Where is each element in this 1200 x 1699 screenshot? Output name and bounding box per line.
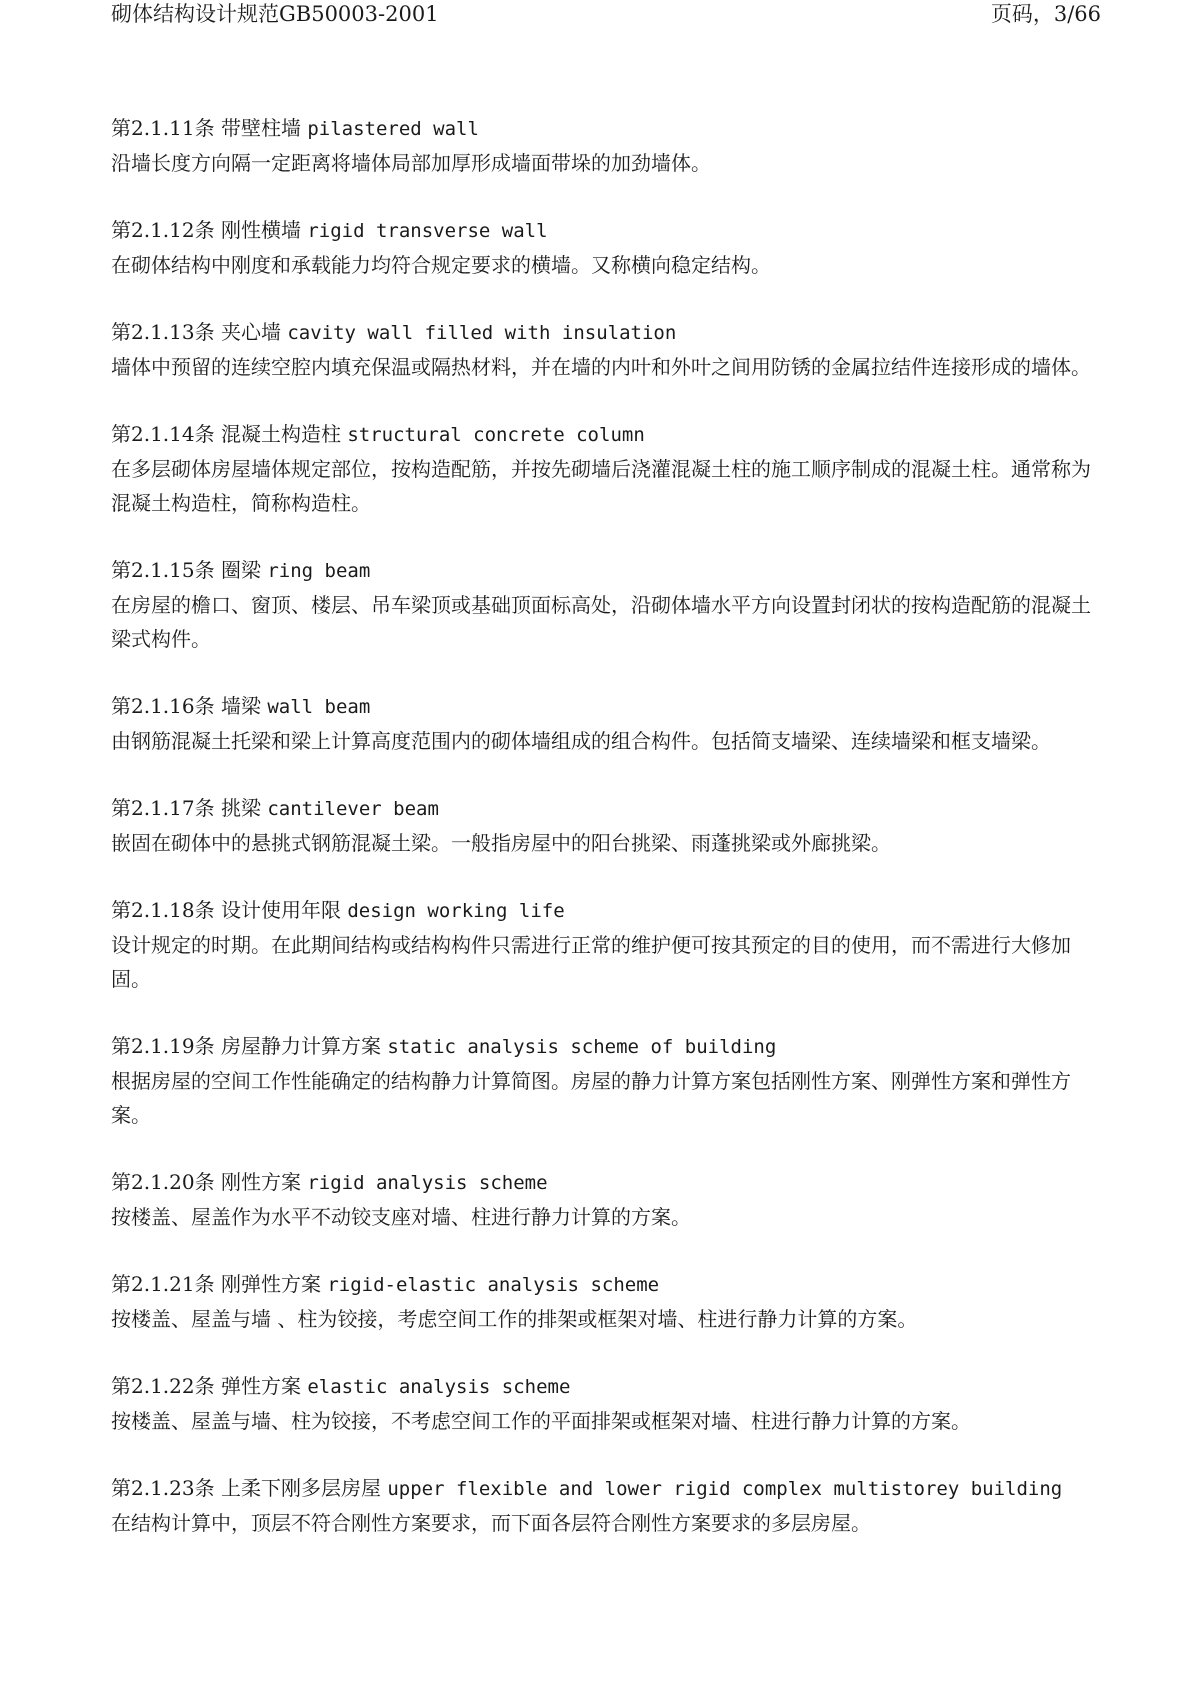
clause-heading: [111, 1165, 1096, 1200]
clause-definition: 由钢筋混凝土托梁和梁上计算高度范围内的砌体墙组成的组合构件。包括简支墙梁、连续墙梁和框支墙梁。: [111, 729, 1051, 753]
clause-entry: [111, 1267, 1096, 1336]
clause-entry: [111, 1471, 1096, 1540]
clause-number: 第2.1.19条: [111, 1034, 215, 1058]
document-title: 砌体结构设计规范GB50003-2001: [111, 2, 439, 26]
page-number: 页码，3/66: [990, 2, 1101, 26]
term-chinese: 墙梁: [220, 694, 261, 718]
term-english: structural concrete column: [347, 424, 645, 446]
clause-heading: [111, 417, 1096, 452]
clause-heading: [111, 553, 1096, 588]
clause-definition: 在房屋的檐口、窗顶、楼层、吊车梁顶或基础顶面标高处，沿砌体墙水平方向设置封闭状的按构造配筋的混凝土梁式构件。: [111, 593, 1091, 651]
clause-number: 第2.1.18条: [111, 898, 215, 922]
clause-heading: [111, 1369, 1096, 1404]
clause-entry: [111, 111, 1096, 180]
clause-definition: 按楼盖、屋盖与墙 、柱为铰接，考虑空间工作的排架或框架对墙、柱进行静力计算的方案。: [111, 1307, 918, 1331]
clause-list: [111, 111, 1096, 1573]
term-english: cavity wall filled with insulation: [287, 322, 677, 344]
term-english: upper flexible and lower rigid complex multistorey building: [387, 1478, 1063, 1500]
clause-number: 第2.1.21条: [111, 1272, 215, 1296]
clause-entry: [111, 553, 1096, 656]
clause-definition: 沿墙长度方向隔一定距离将墙体局部加厚形成墙面带垛的加劲墙体。: [111, 151, 711, 175]
clause-number: 第2.1.23条: [111, 1476, 215, 1500]
clause-definition: 在多层砌体房屋墙体规定部位，按构造配筋，并按先砌墙后浇灌混凝土柱的施工顺序制成的混凝土柱。通常称为混凝土构造柱，简称构造柱。: [111, 457, 1091, 515]
clause-number: 第2.1.17条: [111, 796, 215, 820]
clause-definition: 根据房屋的空间工作性能确定的结构静力计算简图。房屋的静力计算方案包括刚性方案、刚弹性方案和弹性方案。: [111, 1069, 1071, 1127]
clause-heading: [111, 111, 1096, 146]
term-chinese: 带壁柱墙: [220, 116, 301, 140]
clause-number: 第2.1.16条: [111, 694, 215, 718]
term-english: static analysis scheme of building: [387, 1036, 777, 1058]
term-chinese: 挑梁: [220, 796, 261, 820]
clause-entry: [111, 1369, 1096, 1438]
term-english: design working life: [347, 900, 565, 922]
term-english: wall beam: [267, 696, 371, 718]
clause-heading: [111, 1029, 1096, 1064]
clause-number: 第2.1.12条: [111, 218, 215, 242]
term-chinese: 圈梁: [220, 558, 261, 582]
clause-heading: [111, 315, 1096, 350]
clause-heading: [111, 213, 1096, 248]
clause-entry: [111, 315, 1096, 384]
clause-entry: [111, 689, 1096, 758]
term-english: cantilever beam: [267, 798, 439, 820]
term-chinese: 上柔下刚多层房屋: [220, 1476, 381, 1500]
clause-definition: 墙体中预留的连续空腔内填充保温或隔热材料，并在墙的内叶和外叶之间用防锈的金属拉结件连接形成的墙体。: [111, 355, 1091, 379]
clause-entry: [111, 791, 1096, 860]
clause-definition: 嵌固在砌体中的悬挑式钢筋混凝土梁。一般指房屋中的阳台挑梁、雨蓬挑梁或外廊挑梁。: [111, 831, 891, 855]
clause-definition: 设计规定的时期。在此期间结构或结构构件只需进行正常的维护便可按其预定的目的使用，而不需进行大修加固。: [111, 933, 1071, 991]
term-english: rigid transverse wall: [307, 220, 548, 242]
term-chinese: 混凝土构造柱: [220, 422, 341, 446]
clause-entry: [111, 417, 1096, 520]
clause-number: 第2.1.14条: [111, 422, 215, 446]
clause-entry: [111, 893, 1096, 996]
term-english: ring beam: [267, 560, 371, 582]
clause-heading: [111, 791, 1096, 826]
term-chinese: 刚性方案: [220, 1170, 301, 1194]
clause-entry: [111, 1165, 1096, 1234]
term-chinese: 弹性方案: [220, 1374, 301, 1398]
term-chinese: 刚性横墙: [220, 218, 301, 242]
term-english: elastic analysis scheme: [307, 1376, 571, 1398]
clause-heading: [111, 893, 1096, 928]
clause-entry: [111, 1029, 1096, 1132]
clause-definition: 在砌体结构中刚度和承载能力均符合规定要求的横墙。又称横向稳定结构。: [111, 253, 771, 277]
clause-heading: [111, 689, 1096, 724]
clause-definition: 按楼盖、屋盖与墙、柱为铰接，不考虑空间工作的平面排架或框架对墙、柱进行静力计算的方案。: [111, 1409, 971, 1433]
clause-number: 第2.1.15条: [111, 558, 215, 582]
term-chinese: 夹心墙: [220, 320, 281, 344]
clause-number: 第2.1.22条: [111, 1374, 215, 1398]
clause-heading: [111, 1267, 1096, 1302]
page-header: [0, 0, 1200, 30]
term-chinese: 设计使用年限: [220, 898, 341, 922]
clause-definition: 在结构计算中，顶层不符合刚性方案要求，而下面各层符合刚性方案要求的多层房屋。: [111, 1511, 871, 1535]
clause-definition: 按楼盖、屋盖作为水平不动铰支座对墙、柱进行静力计算的方案。: [111, 1205, 691, 1229]
term-chinese: 刚弹性方案: [220, 1272, 321, 1296]
term-english: rigid analysis scheme: [307, 1172, 548, 1194]
term-english: pilastered wall: [307, 118, 479, 140]
clause-heading: [111, 1471, 1096, 1506]
clause-number: 第2.1.13条: [111, 320, 215, 344]
clause-number: 第2.1.20条: [111, 1170, 215, 1194]
clause-number: 第2.1.11条: [111, 116, 215, 140]
term-english: rigid-elastic analysis scheme: [327, 1274, 660, 1296]
term-chinese: 房屋静力计算方案: [220, 1034, 381, 1058]
clause-entry: [111, 213, 1096, 282]
